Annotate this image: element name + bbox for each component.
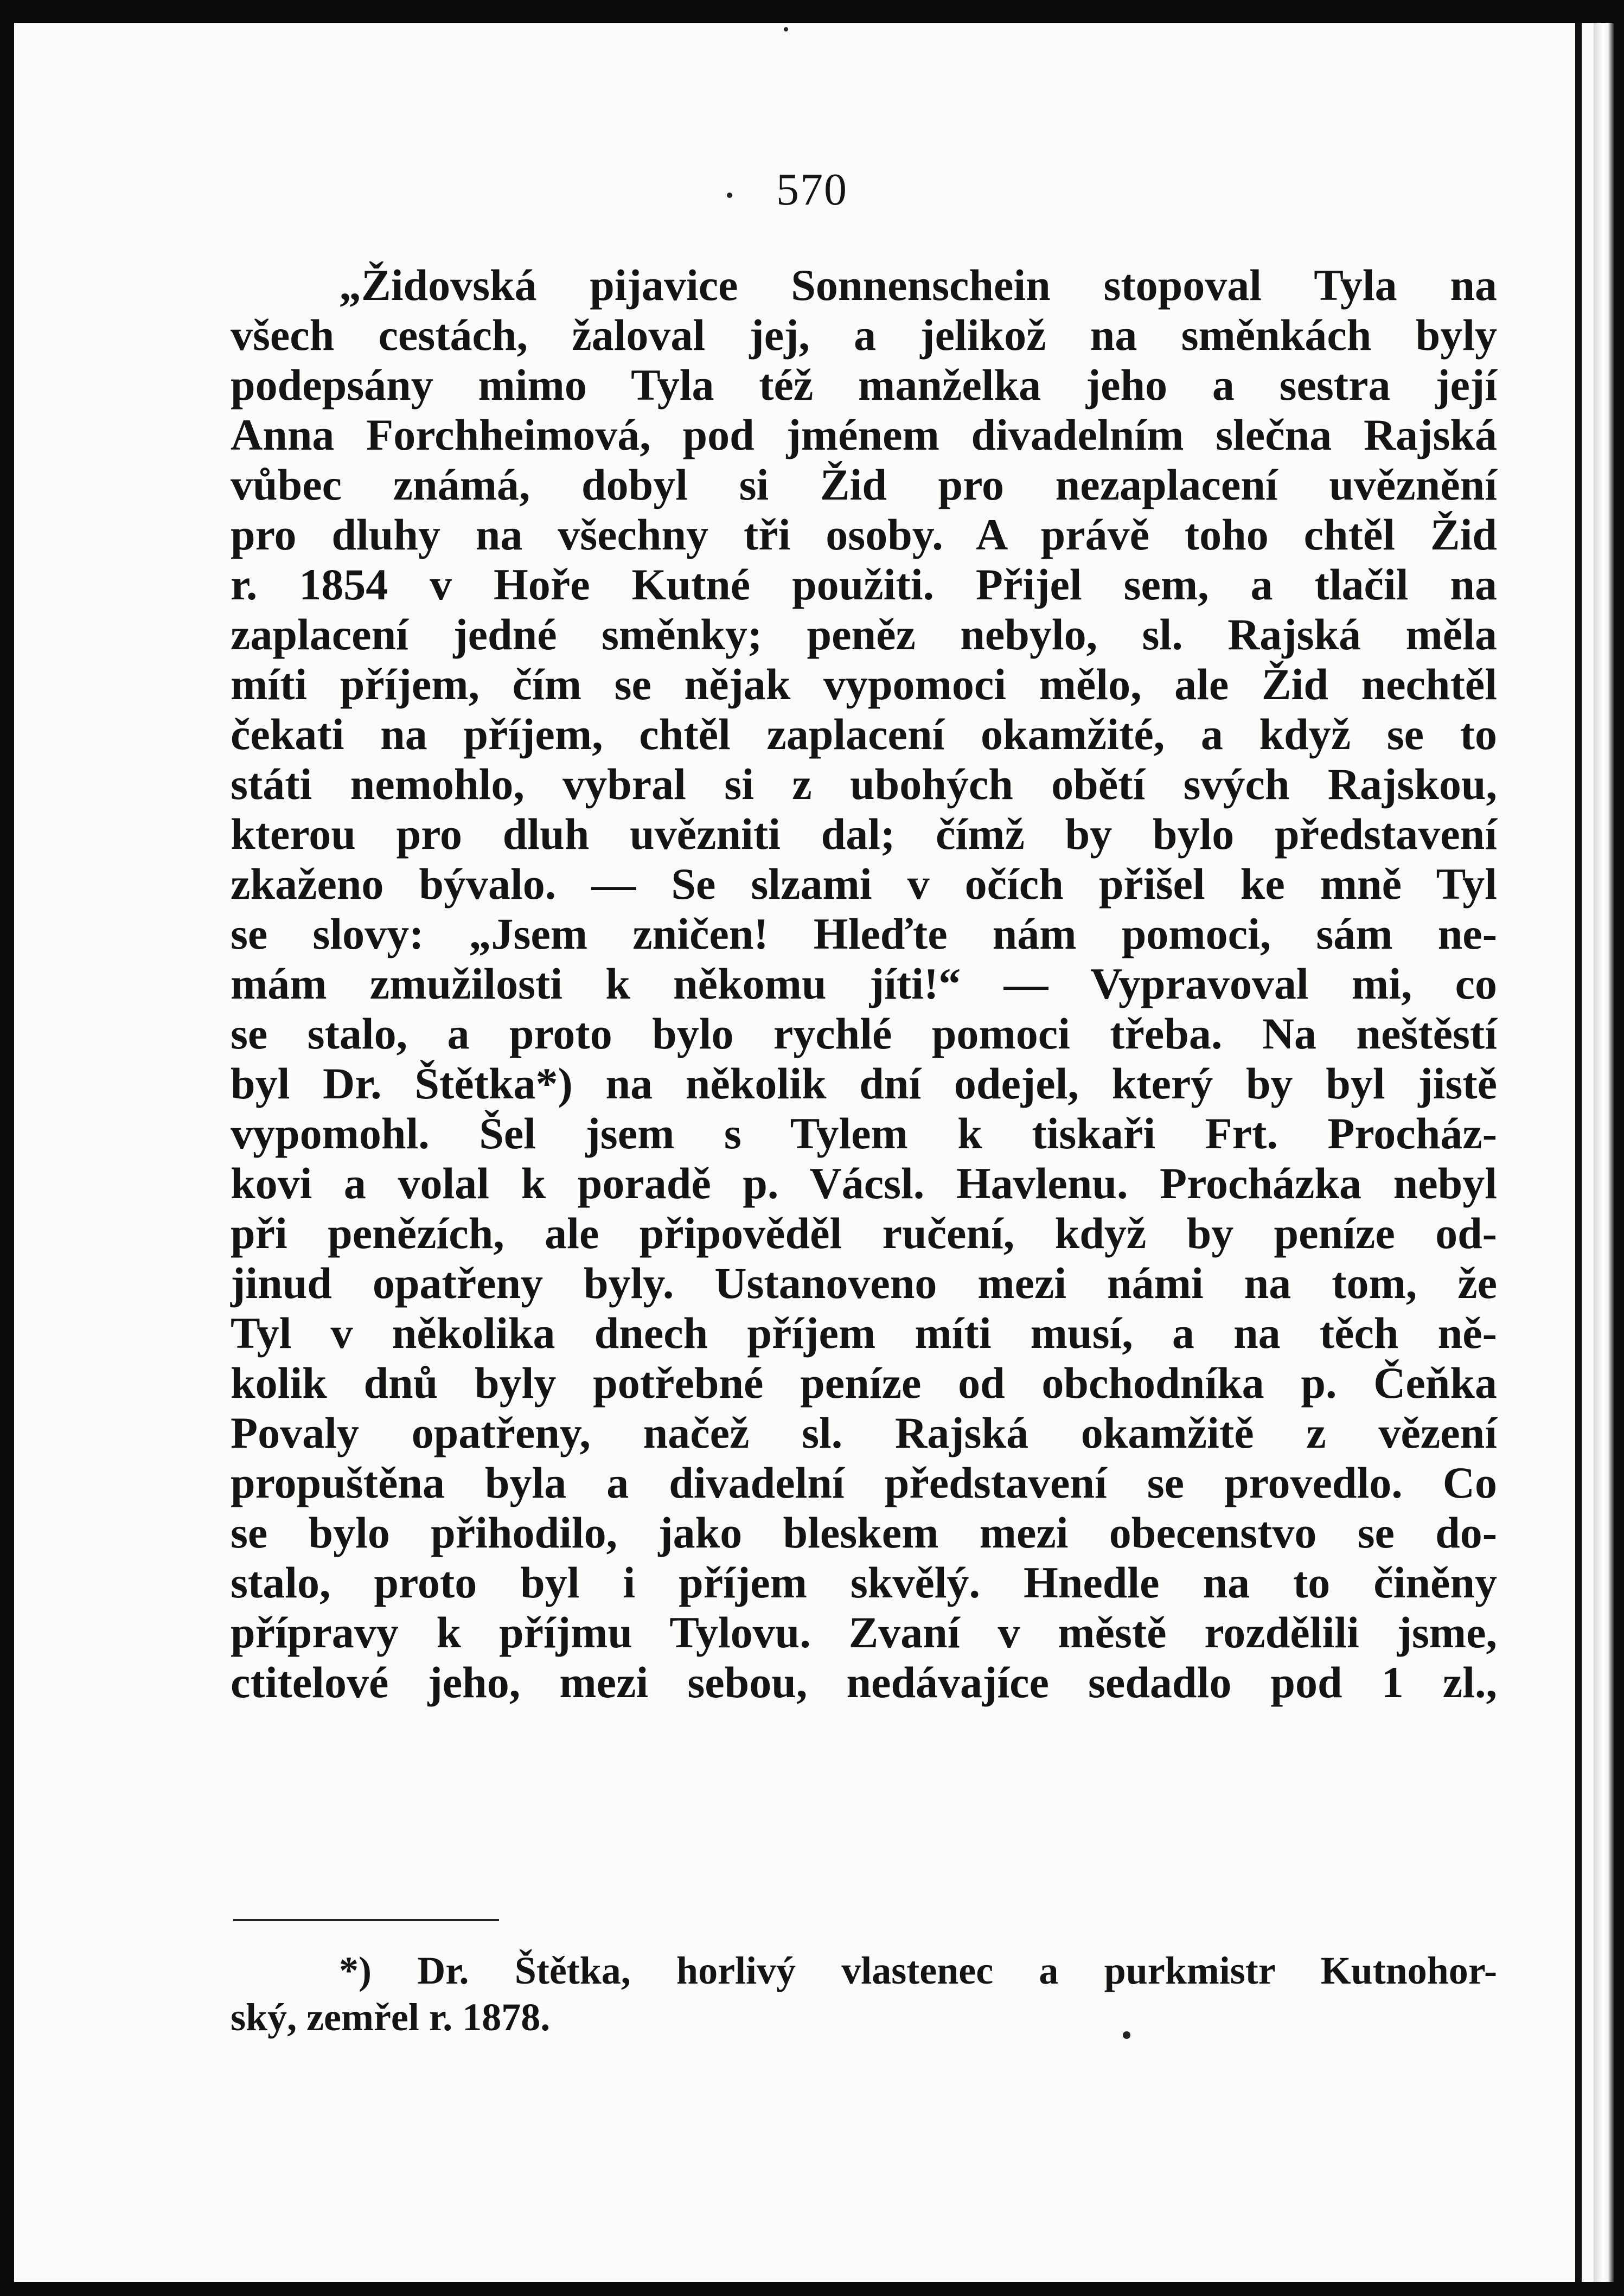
text-line: „Židovská pijavice Sonnenschein stopoval Tyla na — [339, 260, 1497, 310]
text-line: ctitelové jeho, mezi sebou, nedávajíce sedadlo pod 1 zl., — [231, 1658, 1497, 1707]
text-line: Anna Forchheimová, pod jménem divadelním slečna Rajská — [231, 410, 1497, 459]
text-line: všech cestách, žaloval jej, a jelikož na směnkách byly — [231, 310, 1497, 360]
text-line: r. 1854 v Hoře Kutné použiti. Přijel sem, a tlačil na — [231, 560, 1497, 609]
text-line: čekati na příjem, chtěl zaplacení okamžité, a když se to — [231, 709, 1497, 759]
footnote-line: ský, zemřel r. 1878. — [231, 1996, 551, 2039]
footnote — [231, 1947, 1497, 2041]
text-line: podepsány mimo Tyla též manželka jeho a sestra její — [231, 360, 1497, 410]
text-line: přípravy k příjmu Tylovu. Zvaní v městě rozdělili jsme, — [231, 1608, 1497, 1657]
text-line: se slovy: „Jsem zničen! Hleďte nám pomoci, sám ne- — [231, 909, 1497, 958]
text-line: kolik dnů byly potřebné peníze od obchodníka p. Čeňka — [231, 1358, 1497, 1408]
page-number: 570 — [776, 164, 848, 215]
text-line: byl Dr. Štětka*) na několik dní odejel, který by byl jistě — [231, 1059, 1497, 1108]
text-line: se bylo přihodilo, jako bleskem mezi obecenstvo se do- — [231, 1508, 1497, 1557]
text-line: propuštěna byla a divadelní představení se provedlo. Co — [231, 1458, 1497, 1507]
text-line: se stalo, a proto bylo rychlé pomoci třeba. Na neštěstí — [231, 1009, 1497, 1058]
scan-speck — [1123, 2031, 1130, 2039]
page-binding-edge — [1594, 23, 1614, 2282]
scan-speck — [784, 27, 788, 31]
text-line: míti příjem, čím se nějak vypomoci mělo, ale Žid nechtěl — [231, 660, 1497, 709]
footnote-line: *) Dr. Štětka, horlivý vlastenec a purkmistr Kutnohor- — [339, 1949, 1497, 1992]
text-line: kterou pro dluh uvězniti dal; čímž by bylo představení — [231, 809, 1497, 859]
text-line: při penězích, ale připověděl ručení, když by peníze od- — [231, 1208, 1497, 1258]
text-line: státi nemohlo, vybral si z ubohých obětí svých Rajskou, — [231, 759, 1497, 809]
text-line: vůbec známá, dobyl si Žid pro nezaplacení uvěznění — [231, 460, 1497, 509]
text-line: zkaženo bývalo. — Se slzami v očích přišel ke mně Tyl — [231, 859, 1497, 909]
text-line: pro dluhy na všechny tři osoby. A právě toho chtěl Žid — [231, 510, 1497, 559]
text-line: stalo, proto byl i příjem skvělý. Hnedle na to činěny — [231, 1558, 1497, 1607]
body-text — [231, 260, 1497, 1707]
text-line: zaplacení jedné směnky; peněz nebylo, sl. Rajská měla — [231, 610, 1497, 659]
footnote-divider — [233, 1919, 499, 1921]
text-line: kovi a volal k poradě p. Vácsl. Havlenu. Procházka nebyl — [231, 1159, 1497, 1208]
scan-speck — [727, 193, 732, 198]
text-line: mám zmužilosti k někomu jíti!“ — Vypravoval mi, co — [231, 959, 1497, 1008]
text-line: Tyl v několika dnech příjem míti musí, a na těch ně- — [231, 1308, 1497, 1358]
text-line: vypomohl. Šel jsem s Tylem k tiskaři Frt. Procház- — [231, 1109, 1497, 1158]
text-line: Povaly opatřeny, načež sl. Rajská okamžitě z vězení — [231, 1408, 1497, 1457]
text-line: jinud opatřeny byly. Ustanoveno mezi námi na tom, že — [231, 1258, 1497, 1308]
page-edge-rule — [1575, 23, 1582, 2282]
